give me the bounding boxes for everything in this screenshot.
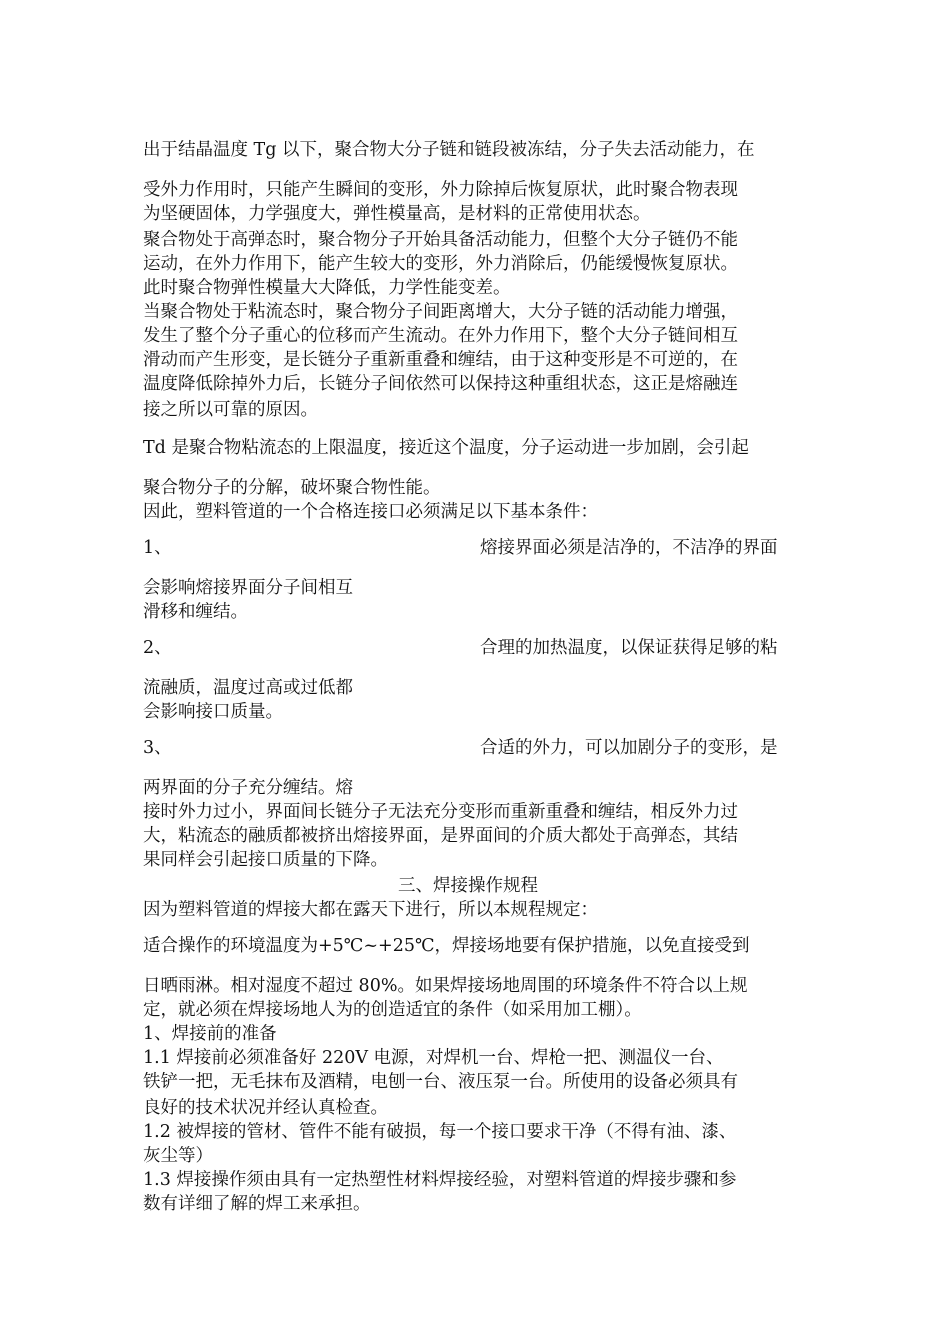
text-line: 适合操作的环境温度为+5℃~+25℃，焊接场地要有保护措施，以免直接受到: [143, 936, 750, 956]
text-line: 受外力作用时，只能产生瞬间的变形，外力除掉后恢复原状，此时聚合物表现: [143, 180, 738, 200]
text-line: 滑动而产生形变，是长链分子重新重叠和缠结，由于这种变形是不可逆的，在: [143, 350, 738, 370]
text-line: 因此，塑料管道的一个合格连接口必须满足以下基本条件：: [143, 502, 598, 522]
text-line: 因为塑料管道的焊接大都在露天下进行，所以本规程规定：: [143, 900, 598, 920]
text-line: 熔接界面必须是洁净的，不洁净的界面: [480, 538, 778, 558]
text-line: 接时外力过小，界面间长链分子无法充分变形而重新重叠和缠结，相反外力过: [143, 802, 738, 822]
text-line: 两界面的分子充分缠结。熔: [143, 778, 353, 798]
list-number: 3、: [143, 738, 172, 758]
text-line: 大，粘流态的融质都被挤出熔接界面，是界面间的介质大都处于高弹态，其结: [143, 826, 738, 846]
section-heading: 三、焊接操作规程: [398, 876, 538, 896]
text-line: 为坚硬固体，力学强度大，弹性模量高，是材料的正常使用状态。: [143, 204, 651, 224]
text-line: 1.1 焊接前必须准备好 220V 电源，对焊机一台、焊枪一把、测温仪一台、: [143, 1048, 724, 1068]
text-line: 1.2 被焊接的管材、管件不能有破损，每一个接口要求干净（不得有油、漆、: [143, 1122, 737, 1142]
text-line: 日晒雨淋。相对湿度不超过 80%。如果焊接场地周围的环境条件不符合以上规: [143, 976, 748, 996]
text-line: 流融质，温度过高或过低都: [143, 678, 353, 698]
text-line: 良好的技术状况并经认真检查。: [143, 1098, 388, 1118]
text-line: 铁铲一把，无毛抹布及酒精，电刨一台、液压泵一台。所使用的设备必须具有: [143, 1072, 738, 1092]
text-line: 接之所以可靠的原因。: [143, 400, 318, 420]
text-line: 1.3 焊接操作须由具有一定热塑性材料焊接经验，对塑料管道的焊接步骤和参: [143, 1170, 737, 1190]
text-line: 会影响接口质量。: [143, 702, 283, 722]
text-line: 滑移和缠结。: [143, 602, 248, 622]
text-line: 数有详细了解的焊工来承担。: [143, 1194, 371, 1214]
text-line: 聚合物分子的分解，破坏聚合物性能。: [143, 478, 441, 498]
text-line: 温度降低除掉外力后，长链分子间依然可以保持这种重组状态，这正是熔融连: [143, 374, 738, 394]
subsection-heading: 1、焊接前的准备: [143, 1024, 277, 1044]
text-line: 合适的外力，可以加剧分子的变形，是: [480, 738, 778, 758]
list-number: 1、: [143, 538, 172, 558]
text-line: 灰尘等）: [143, 1146, 213, 1166]
text-line: 发生了整个分子重心的位移而产生流动。在外力作用下，整个大分子链间相互: [143, 326, 738, 346]
text-line: Td 是聚合物粘流态的上限温度，接近这个温度，分子运动进一步加剧，会引起: [143, 438, 749, 458]
list-number: 2、: [143, 638, 172, 658]
text-line: 此时聚合物弹性模量大大降低，力学性能变差。: [143, 278, 511, 298]
text-line: 当聚合物处于粘流态时，聚合物分子间距离增大，大分子链的活动能力增强，: [143, 302, 738, 322]
text-line: 定，就必须在焊接场地人为的创造适宜的条件（如采用加工棚）。: [143, 1000, 642, 1020]
text-line: 会影响熔接界面分子间相互: [143, 578, 353, 598]
text-line: 运动，在外力作用下，能产生较大的变形，外力消除后，仍能缓慢恢复原状。: [143, 254, 738, 274]
text-line: 聚合物处于高弹态时，聚合物分子开始具备活动能力，但整个大分子链仍不能: [143, 230, 738, 250]
text-line: 合理的加热温度，以保证获得足够的粘: [480, 638, 778, 658]
text-line: 出于结晶温度 Tg 以下，聚合物大分子链和链段被冻结，分子失去活动能力，在: [143, 140, 755, 160]
text-line: 果同样会引起接口质量的下降。: [143, 850, 388, 870]
